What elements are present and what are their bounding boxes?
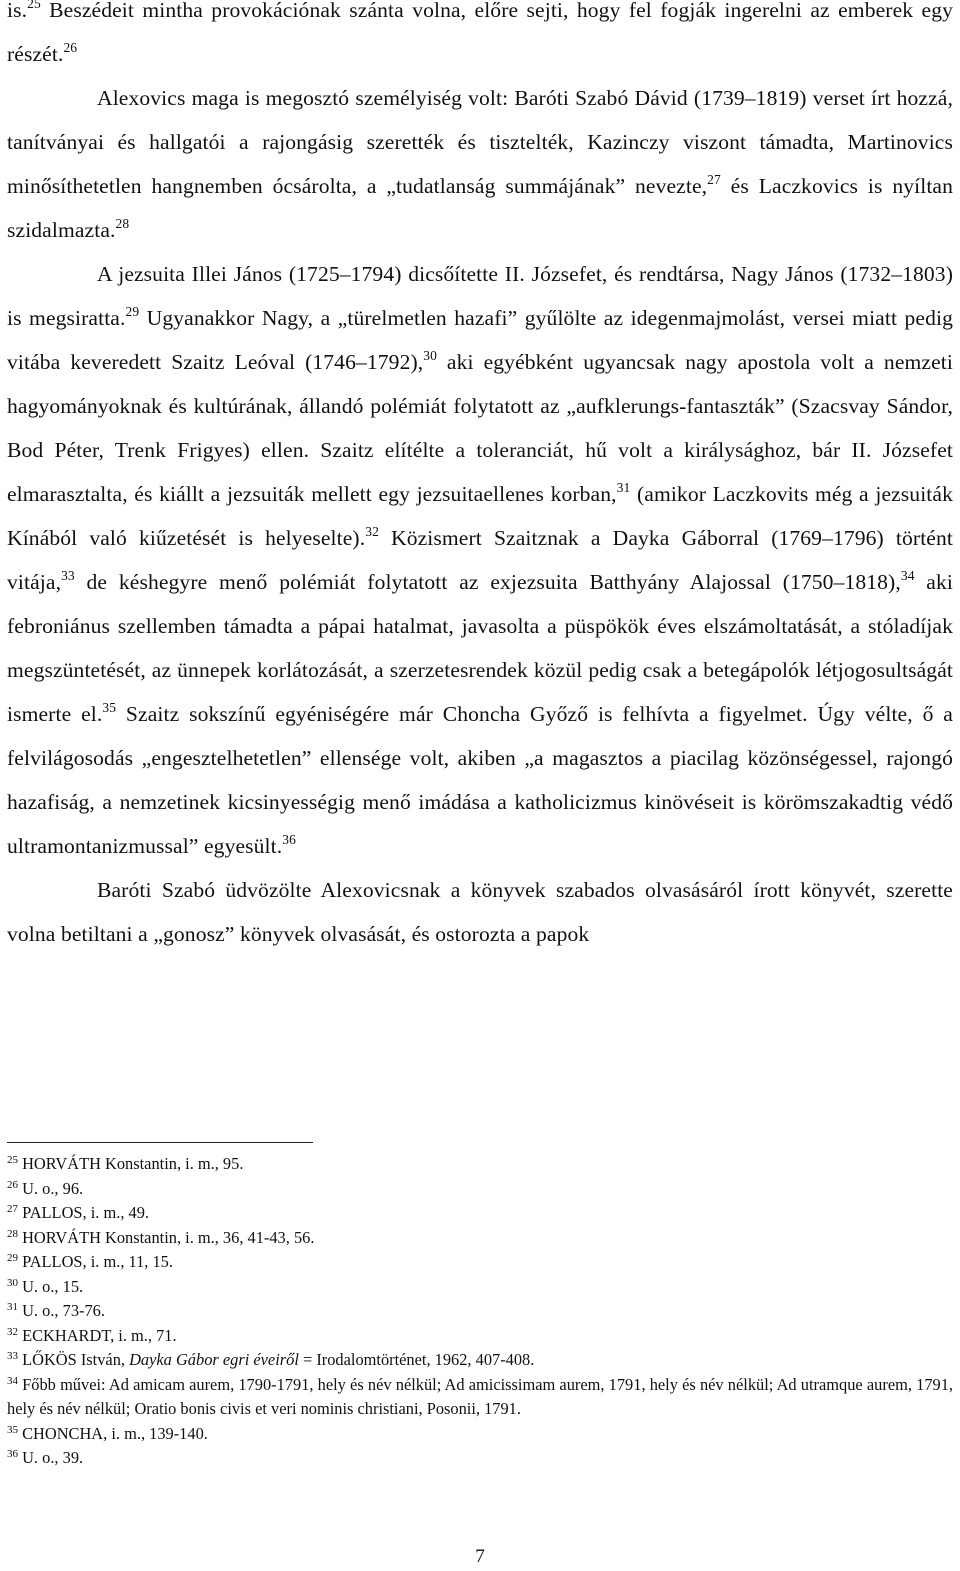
footnote-27 <box>7 1201 953 1226</box>
text-run: Alexovics maga is megosztó személyiség volt: Baróti Szabó Dávid (1739–1819) verset írt hozzá, tanítványai és hallgatói a rajongásig szerették és tisztelték, Kazinczy viszont támadta, Martinovics minősíthetetlen hangnemben ócsárolta, a „tudatlanság summájának” nevezte, <box>7 86 953 198</box>
footnote-text: = Irodalomtörténet, 1962, 407-408. <box>298 1350 535 1369</box>
main-text <box>7 0 953 956</box>
footnote-number: 26 <box>7 1178 18 1191</box>
footnote-35 <box>7 1422 953 1447</box>
footnote-ref-36[interactable]: 36 <box>282 832 296 847</box>
footnote-text: U. o., 73-76. <box>18 1301 105 1320</box>
footnote-text: Főbb művei: Ad amicam aurem, 1790-1791, hely és név nélkül; Ad amicissimam aurem, 1791, hely és név nélkül; Ad utramque aurem, 1791, hely és név nélkül; Oratio bonis civis et veri nominis christiani, Posonii, 1791. <box>7 1374 953 1418</box>
footnote-ref-32[interactable]: 32 <box>365 524 379 539</box>
footnote-ref-29[interactable]: 29 <box>125 304 140 319</box>
footnote-ref-34[interactable]: 34 <box>900 568 915 583</box>
footnote-26 <box>7 1177 953 1202</box>
footnote-text: PALLOS, i. m., 49. <box>18 1203 149 1222</box>
footnote-number: 34 <box>7 1374 18 1387</box>
paragraph-1 <box>7 0 953 76</box>
footnote-ref-30[interactable]: 30 <box>423 348 437 363</box>
footnote-title-italic: Dayka Gábor egri éveiről <box>129 1350 299 1369</box>
paragraph-4 <box>7 868 953 956</box>
footnote-text: U. o., 96. <box>18 1178 84 1198</box>
footnote-29 <box>7 1250 953 1275</box>
footnote-text: HORVÁTH Konstantin, i. m., 95. <box>18 1154 244 1173</box>
footnote-33 <box>7 1348 953 1373</box>
text-run: de késhegyre menő polémiát folytatott az exjezsuita Batthyány Alajossal (1750–1818), <box>74 570 901 594</box>
footnote-number: 32 <box>7 1325 18 1338</box>
footnote-text: ECKHARDT, i. m., 71. <box>18 1325 177 1345</box>
footnote-36 <box>7 1446 953 1471</box>
footnote-ref-26[interactable]: 26 <box>63 40 78 55</box>
text-run: Szaitz sokszínű egyéniségére már Choncha Győző is felhívta a figyelmet. Úgy vélte, ő a felvilágosodás „engesztelhetetlen” ellensége volt, akiben „a magasztos a piacilag közönségessel, rajongó hazafiság, a nemzetinek kicsinyességig menő imádása a katholicizmus kinövéseit is körömszakadtig védő ultramontanizmussal” egyesült. <box>7 702 953 858</box>
footnote-number: 35 <box>7 1423 18 1436</box>
text-run: Közismert Szaitznak a Dayka Gáborral (1769–1796) történt vitája, <box>7 526 953 594</box>
footnote-number: 27 <box>7 1203 18 1215</box>
text-run: aki egyébként ugyancsak nagy apostola volt a nemzeti hagyományoknak és kultúrának, állandó polémiát folytatott az „aufklerungs-fantaszták” (Szacsvay Sándor, Bod Péter, Trenk Frigyes) ellen. Szaitz elítélte a toleranciát, hű volt a királysághoz, bár II. Józsefet elmarasztalta, és kiállt a jezsuiták mellett egy jezsuitaellenes korban, <box>7 350 953 506</box>
footnote-text: U. o., 15. <box>18 1276 84 1296</box>
footnote-ref-27[interactable]: 27 <box>707 172 721 187</box>
paragraph-2 <box>7 76 953 252</box>
footnote-number: 28 <box>7 1227 18 1240</box>
footnote-25 <box>7 1152 953 1177</box>
text-run: Baróti Szabó üdvözölte Alexovicsnak a könyvek szabados olvasásáról írott könyvét, szerette volna betiltani a „gonosz” könyvek olvasását, és ostorozta a papok <box>7 878 953 946</box>
text-run: is. <box>7 0 28 22</box>
footnote-ref-35[interactable]: 35 <box>102 700 117 715</box>
footnote-text: HORVÁTH Konstantin, i. m., 36, 41-43, 56. <box>18 1227 315 1247</box>
footnote-ref-33[interactable]: 33 <box>61 568 75 583</box>
footnote-31 <box>7 1299 953 1324</box>
footnote-number: 30 <box>7 1276 18 1289</box>
footnote-text: U. o., 39. <box>18 1448 84 1467</box>
footnote-text: LŐKÖS István, <box>18 1350 130 1369</box>
footnote-number: 31 <box>7 1301 18 1313</box>
footnote-number: 29 <box>7 1252 18 1264</box>
footnote-ref-31[interactable]: 31 <box>616 480 631 495</box>
footnote-ref-25[interactable]: 25 <box>27 0 41 11</box>
text-run: aki febroniánus szellemben támadta a pápai hatalmat, javasolta a püspökök éves elszámoltatását, a stóladíjak megszüntetését, az ünnepek korlátozását, a szerzetesrendek közül pedig csak a betegápolók létjogosultságát ismerte el. <box>7 570 953 726</box>
footnote-28 <box>7 1226 953 1251</box>
footnote-number: 36 <box>7 1448 18 1460</box>
page-number: 7 <box>475 1546 485 1567</box>
footnote-32 <box>7 1324 953 1349</box>
text-run: (amikor Laczkovits még a jezsuiták Kínából való kiűzetését is helyeselte). <box>7 482 953 550</box>
footnote-30 <box>7 1275 953 1300</box>
text-run: Ugyanakkor Nagy, a „türelmetlen hazafi” gyűlölte az idegenmajmolást, versei miatt pedig vitába keveredett Szaitz Leóval (1746–1792), <box>7 306 953 374</box>
text-run: Beszédeit mintha provokációnak szánta volna, előre sejti, hogy fel fogják ingerelni az emberek egy részét. <box>7 0 953 66</box>
footnotes <box>7 1152 953 1471</box>
footnote-number: 25 <box>7 1154 18 1166</box>
text-run: és Laczkovics is nyíltan szidalmazta. <box>7 174 954 242</box>
footnote-text: PALLOS, i. m., 11, 15. <box>18 1252 173 1271</box>
footnote-text: CHONCHA, i. m., 139-140. <box>18 1423 208 1443</box>
text-run: A jezsuita Illei János (1725–1794) dicsőítette II. Józsefet, és rendtársa, Nagy János (1732–1803) is megsiratta. <box>7 262 953 330</box>
footnote-number: 33 <box>7 1350 18 1362</box>
paragraph-3 <box>7 252 953 868</box>
footnote-ref-28[interactable]: 28 <box>115 216 130 231</box>
footnote-34 <box>7 1373 953 1422</box>
footnote-separator <box>7 1142 313 1143</box>
